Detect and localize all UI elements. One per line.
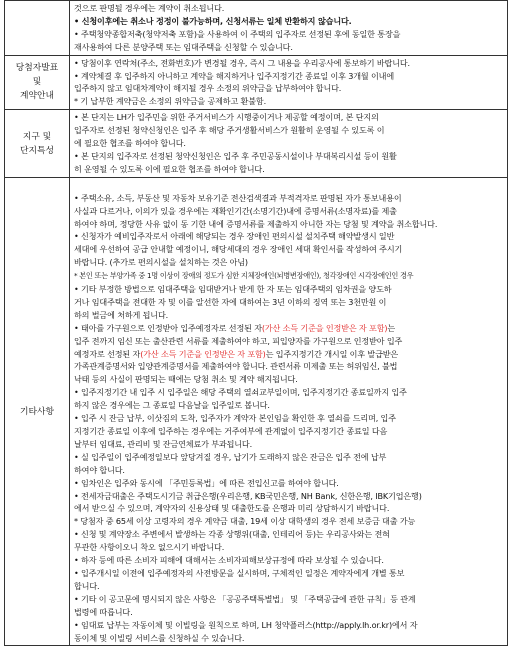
highlight-text: (가산 소득 기준을 인정받은 자 포함) [261,322,388,333]
line-text: • 기타 부정한 방법으로 임대주택을 임대받거나 받게 한 자 또는 임대주택의 임차권을 양도하 [74,284,392,295]
section-label [5,1,70,56]
line-text: • 신청이후에는 취소나 정정이 불가능하며, 신청서류는 일체 반환하지 않습니다. [74,15,352,26]
content-line [74,163,503,176]
line-text: * 당첨자 중 65세 이상 고령자의 경우 계약금 대출, 19세 이상 대학생의 경우 전세 보증금 대출 가능 [74,516,416,527]
content-line [74,57,503,70]
line-text: 하여야 하며, 정당한 사유 없이 동 기한 내에 증명서류를 제출하지 아니한 자는 당첨 및 계약을 취소합니다. [74,218,438,229]
content-line [74,619,503,632]
line-text: 입주자로 선정된 청약신청인은 입주 후 해당 주거생활서비스가 원활히 운영될 수 있도록 이 [74,125,385,136]
line-text: • 계약체결 후 입주하지 아니하고 계약을 해지하거나 입주지정기간 종료일 이후 3개월 이내에 [74,70,395,81]
content-line [74,322,503,335]
content-line [74,425,503,438]
section-row-announcement-contract [5,55,508,110]
section-label [5,110,70,178]
line-text: 재사용하여 다른 분양주택 또는 임대주택을 신청할 수 있습니다. [74,41,293,52]
content-line [74,218,503,231]
content-line [74,2,503,15]
content-line [74,256,503,269]
line-text: 예정자로 선정된 자 [74,348,141,359]
content-line [74,528,503,541]
content-line [74,554,503,567]
section-content [70,110,508,178]
content-line [74,412,503,425]
line-text: 하지 않은 경우에는 그 종료일 다음날을 입주일로 봅니다. [74,400,270,411]
section-label-line: 및 [32,77,42,88]
line-text: • 기타 이 공고문에 명시되지 않은 사항은 「공공주택특별법」 및 「주택공급에 관한 규칙」등 관계 [74,593,416,604]
line-text: 에서 받으실 수 있으며, 계약자의 신용상태 및 대출한도를 은행과 미리 상담하시기 바랍니다. [74,503,390,514]
section-label-line: 계약안내 [20,91,54,102]
content-line [74,451,503,464]
content-line [74,502,503,515]
content-line [74,490,503,503]
line-text [74,180,76,190]
line-text: • 실 입주일이 입주예정일보다 앞당겨질 경우, 납기가 도래하지 않은 잔금은 입주 전에 납부 [74,451,387,462]
line-text: • 신청 및 계약장소 주변에서 발생하는 각종 상행위(대출, 인테리어 등)는 우리공사와는 전혀 [74,529,390,540]
line-text: 지정기간 종료일 이후에 입주하는 경우에는 거주여부에 관계없이 입주지정기간 종료일 다음 [74,426,388,436]
section-label-line: 단지특성 [20,145,54,156]
line-text: * 본인 또는 부양가족 중 1명 이상이 장애의 정도가 심한 지체장애인(뇌병변장애인), 청각장애인 시각장애인인 경우 [74,271,414,281]
content-line [74,28,503,41]
content-line [74,373,503,386]
line-text: • 본 단지는 LH가 입주민을 위한 주거서비스가 시행중이거나 제공할 예정이며, 본 단지의 [74,112,379,123]
section-label-line: 지구 및 [22,131,52,142]
line-text: 입주하지 않고 임대차계약이 해지될 경우 소정의 위약금을 납부하여야 합니다. [74,83,342,94]
section-content [70,177,508,646]
content-line [74,283,503,296]
line-text: 법령에 따릅니다. [74,606,133,617]
line-text: 가족관계증명서와 입양관계증명서를 제출하여야 합니다. 관련서류 미제출 또는 허위임신, 불법 [74,361,398,372]
line-text: • 전세자금대출은 주택도시기금 취급은행(우리은행, KB국민은행, NH Bank, 신한은행, IBK기업은행) [74,490,422,501]
line-text: 합니다. [74,580,100,591]
line-text: 날부터 임대료, 관리비 및 잔금연체료가 부과됩니다. [74,438,253,449]
content-line [74,82,503,95]
line-text: 동이체 및 이빌링 서비스를 신청하실 수 있습니다. [74,632,245,643]
content-line [74,464,503,477]
line-text: • 하자 등에 따른 소비자 피해에 대해서는 소비자피해보상규정에 따라 보상될 수 있습니다. [74,555,384,566]
content-line [74,296,503,309]
content-line [74,360,503,373]
content-line [74,438,503,451]
content-line [74,230,503,243]
content-line [74,150,503,163]
line-text: 에 필요한 협조를 하여야 합니다. [74,138,186,149]
line-text: * 기 납부한 계약금은 소정의 위약금을 공제하고 환불함. [74,96,266,107]
line-text: 입주 전까지 임신 또는 출산관련 서류를 제출하여야 하고, 피입양자를 가구원으로 인정받아 입주 [74,335,403,346]
line-text: 무관한 사항이오니 착오 없으시기 바랍니다. [74,542,225,553]
line-text: 사실과 다르거나, 이의가 있을 경우에는 재확인기간(소명기간)내에 증명서류(소명자료)를 제출 [74,205,397,216]
section-label [5,55,70,110]
content-line [74,41,503,54]
content-line [74,70,503,83]
content-line [74,111,503,124]
line-text: 하여야 합니다. [74,464,125,475]
content-line [74,567,503,580]
content-line [74,386,503,399]
line-text[interactable]: • 임대료 납부는 자동이체 및 이빌링을 원칙으로 하며, LH 청약플러스(http://apply.lh.or.kr)에서 자 [74,619,418,630]
content-line [74,399,503,412]
line-text: 세대에 우선하여 공급 안내할 예정이니, 해당세대의 경우 장애인 세대 확인서를 작성하여 주시기 [74,244,403,255]
highlight-text: (가산 소득 기준을 인정받은 자 포함) [140,348,266,359]
content-line [74,15,503,28]
content-line [74,269,503,283]
section-label [5,177,70,646]
section-label-line: 기타사항 [20,406,54,417]
line-text: • 입주개시일 이전에 입주예정자의 사전방문을 실시하며, 구체적인 일정은 계약자에게 개별 통보 [74,567,405,578]
content-line [74,192,503,205]
section-row-district-features [5,110,508,178]
section-row-other-matters [5,177,508,646]
content-line [74,205,503,218]
section-content [70,55,508,110]
line-text: 히 운영될 수 있도록 이에 필요한 협조를 하여야 합니다. [74,163,265,174]
content-line [74,309,503,322]
line-text: 바랍니다. (추가로 편의시설을 설치하는 것은 아님) [74,257,248,268]
content-line [74,606,503,619]
line-text: 는 입주지정기간 개시일 이후 발급받은 [265,348,399,359]
content-line [74,580,503,593]
line-text: 낙태 등의 사실이 판명되는 때에는 당첨 취소 및 계약 해지됩니다. [74,374,298,385]
line-text: 거나 임대주택을 전대한 자 및 이를 알선한 자에 대하여는 3년 이하의 징역 또는 3천만원 이 [74,296,387,307]
line-text: 것으로 판명될 경우에는 계약이 취소됩니다. [74,3,225,13]
line-text: 는 [387,322,396,333]
line-text: • 입주 시 잔금 납부, 이삿짐의 도착, 입주자가 계약자 본인임을 확인한 후 열쇠를 드리며, 입주 [74,413,396,424]
line-text: • 태아를 가구원으로 인정받아 입주예정자로 선정된 자 [74,322,262,333]
content-line [74,632,503,645]
line-text: 하의 벌금에 처하게 됩니다. [74,309,169,320]
line-text: • 주택소유, 소득, 부동산 및 자동차 보유기준 전산검색결과 부적격자로 판명된 자가 통보내용이 [74,192,402,203]
content-line [74,515,503,528]
content-line [74,335,503,348]
notice-table [4,0,508,646]
content-line [74,137,503,150]
section-content [70,1,508,56]
content-line [74,477,503,490]
line-text: • 임차인은 입주와 동시에 「주민등록법」에 따른 전입신고를 하여야 합니다. [74,477,339,488]
content-line [74,124,503,137]
content-line [74,95,503,108]
content-line [74,541,503,554]
line-text: • 당첨이후 연락처(주소, 전화번호)가 변경될 경우, 즉시 그 내용을 우리공사에 통보하기 바랍니다. [74,57,410,68]
content-line [74,243,503,256]
section-row-prior-notes [5,1,508,56]
content-line [74,593,503,606]
line-text: • 본 단지의 입주자로 선정된 청약신청인은 입주 후 주민공동시설이나 부대복리시설 등이 원활 [74,150,397,161]
content-line [74,348,503,361]
line-text: • 신청자가 예비입주자로서 아래에 해당되는 경우 장애인 편의시설 설치주택 해약발생시 일반 [74,231,395,242]
line-text: • 주택청약종합저축(청약저축 포함)을 사용하여 이 주택의 입주자로 선정된 후에 동일한 통장을 [74,28,401,39]
section-label-line: 당첨자발표 [15,63,59,74]
line-text: • 입주지정기간 내 입주 시 입주일은 해당 주택의 열쇠교부일이며, 입주지정기간 종료일까지 입주 [74,387,407,398]
content-line [74,179,503,192]
